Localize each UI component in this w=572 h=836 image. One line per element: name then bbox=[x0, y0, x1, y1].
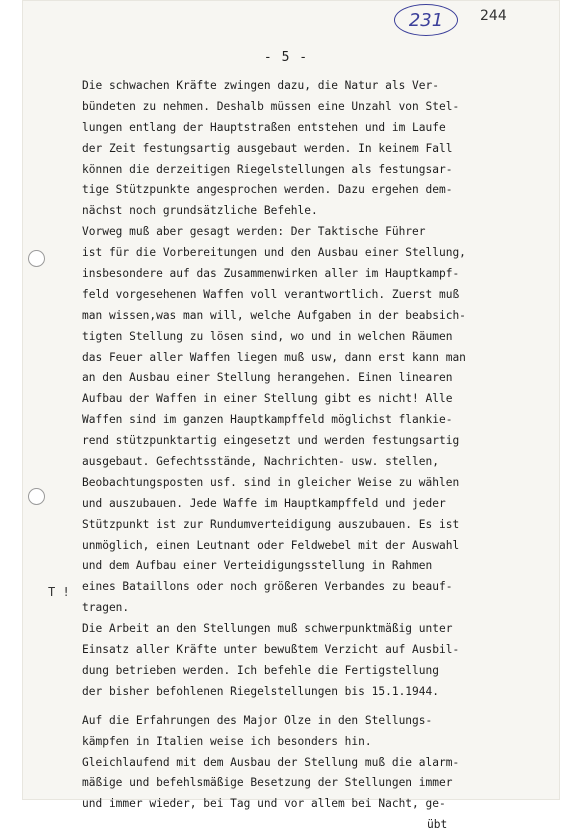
text-line: eines Bataillons oder noch größeren Verbandes zu beauf- bbox=[82, 580, 453, 594]
text-line: insbesondere auf das Zusammenwirken aller im Hauptkampf- bbox=[82, 267, 460, 281]
text-line: Aufbau der Waffen in einer Stellung gibt es nicht! Alle bbox=[82, 392, 453, 406]
document-body bbox=[82, 76, 522, 836]
text-line: dung betrieben werden. Ich befehle die Fertigstellung bbox=[82, 663, 439, 677]
text-line: Auf die Erfahrungen des Major Olze in den Stellungs- bbox=[82, 713, 433, 727]
text-line: tragen. bbox=[82, 601, 130, 615]
text-line: feld vorgesehenen Waffen voll verantwortlich. Zuerst muß bbox=[82, 287, 460, 301]
text-line: tige Stützpunkte angesprochen werden. Dazu ergehen dem- bbox=[82, 183, 453, 197]
text-line: man wissen,was man will, welche Aufgaben in der beabsich- bbox=[82, 308, 466, 322]
archive-stamp-circle bbox=[394, 4, 458, 36]
text-line: lungen entlang der Hauptstraßen entstehen und im Laufe bbox=[82, 120, 446, 134]
text-line: und dem Aufbau einer Verteidigungsstellung in Rahmen bbox=[82, 559, 433, 573]
text-line: Beobachtungsposten usf. sind in gleicher Weise zu wählen bbox=[82, 475, 460, 489]
text-line: das Feuer aller Waffen liegen muß usw, dann erst kann man bbox=[82, 350, 466, 364]
text-line: Stützpunkt ist zur Rundumverteidigung auszubauen. Es ist bbox=[82, 517, 460, 531]
page-number: - 5 - bbox=[263, 50, 309, 65]
text-line: rend stützpunktartig eingesetzt und werden festungsartig bbox=[82, 434, 460, 448]
punch-hole-bottom bbox=[28, 488, 45, 505]
text-line: tigten Stellung zu lösen sind, wo und in welchen Räumen bbox=[82, 329, 453, 343]
text-line: können die derzeitigen Riegelstellungen als festungsar- bbox=[82, 162, 453, 176]
text-line: nächst noch grundsätzliche Befehle. bbox=[82, 204, 318, 218]
archive-stamp-number: 231 bbox=[408, 9, 444, 31]
text-line: kämpfen in Italien weise ich besonders hin. bbox=[82, 734, 372, 748]
text-line: und auszubauen. Jede Waffe im Hauptkampffeld und jeder bbox=[82, 496, 446, 510]
paragraph-gap bbox=[82, 703, 522, 711]
text-line: Waffen sind im ganzen Hauptkampffeld möglichst flankie- bbox=[82, 413, 453, 427]
text-line: Gleichlaufend mit dem Ausbau der Stellung muß die alarm- bbox=[82, 755, 460, 769]
punch-hole-top bbox=[28, 250, 45, 267]
text-line: Die schwachen Kräfte zwingen dazu, die Natur als Ver- bbox=[82, 79, 439, 92]
text-line: Vorweg muß aber gesagt werden: Der Taktische Führer bbox=[82, 225, 426, 239]
text-line: und immer wieder, bei Tag und vor allem bei Nacht, ge- bbox=[82, 797, 446, 811]
text-line: übt bbox=[427, 818, 448, 832]
text-line: unmöglich, einen Leutnant oder Feldwebel mit der Auswahl bbox=[82, 538, 460, 552]
margin-mark: T ! bbox=[48, 585, 70, 599]
text-line: an den Ausbau einer Stellung herangehen. Einen linearen bbox=[82, 371, 453, 385]
text-line: mäßige und befehlsmäßige Besetzung der Stellungen immer bbox=[82, 776, 453, 790]
text-line: Die Arbeit an den Stellungen muß schwerpunktmäßig unter bbox=[82, 622, 453, 636]
text-line: ausgebaut. Gefechtsstände, Nachrichten- usw. stellen, bbox=[82, 455, 439, 469]
text-line: Einsatz aller Kräfte unter bewußtem Verzicht auf Ausbil- bbox=[82, 643, 460, 657]
text-line: bündeten zu nehmen. Deshalb müssen eine Unzahl von Stel- bbox=[82, 99, 460, 113]
text-line: ist für die Vorbereitungen und den Ausbau einer Stellung, bbox=[82, 246, 466, 260]
text-line: der bisher befohlenen Riegelstellungen bis 15.1.1944. bbox=[82, 684, 439, 698]
text-line: der Zeit festungsartig ausgebaut werden. In keinem Fall bbox=[82, 141, 453, 155]
folio-number: 244 bbox=[480, 8, 507, 24]
